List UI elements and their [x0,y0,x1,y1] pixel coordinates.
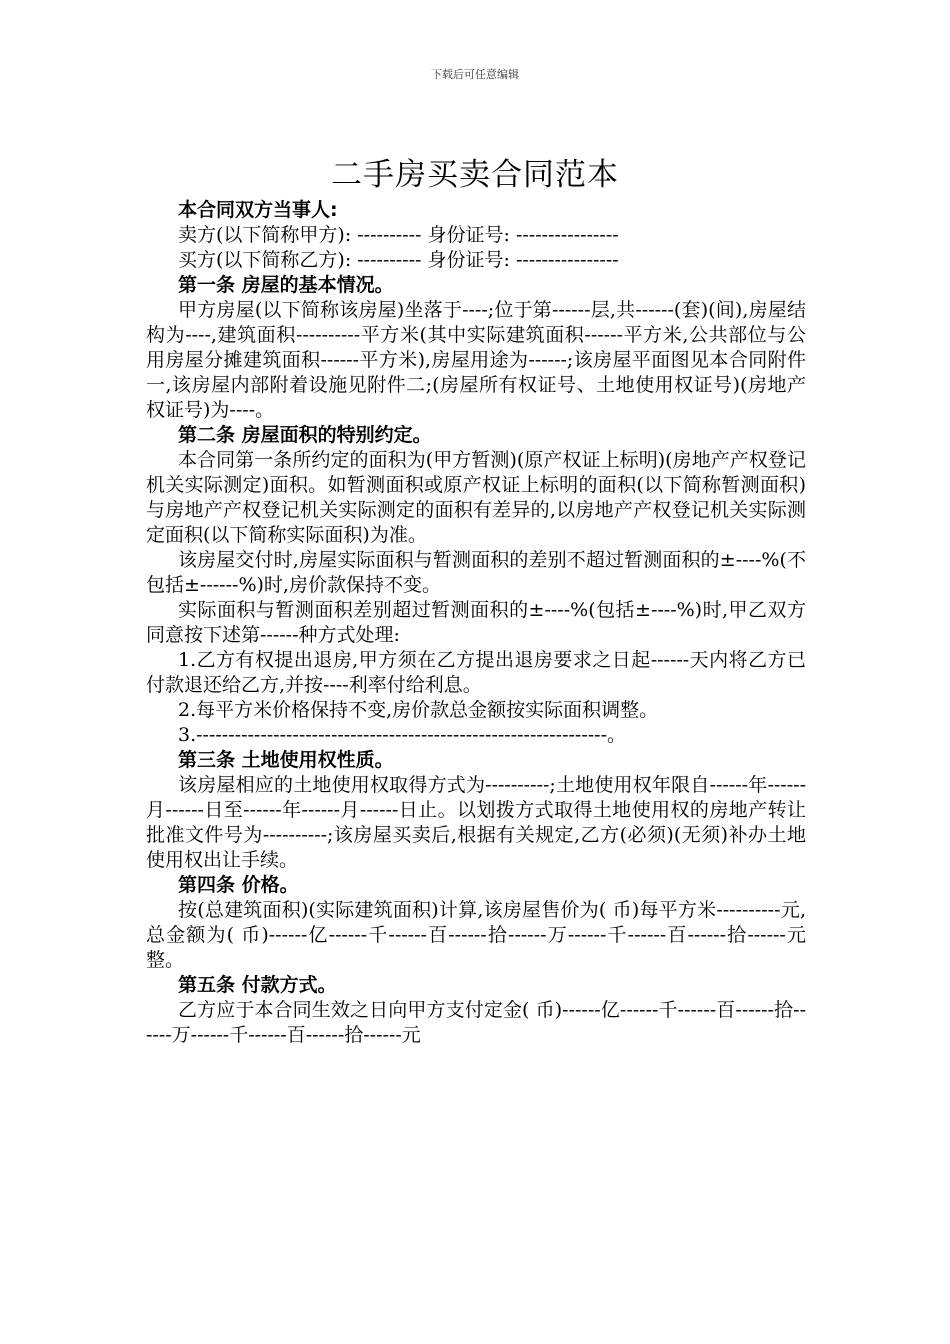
paragraph: 卖方(以下简称甲方): ---------- 身份证号: ---------------- [178,224,619,246]
section-heading: 第五条 付款方式。 [178,974,337,996]
header-note: 下载后可任意编辑 [431,68,519,81]
paragraph: 本合同第一条所约定的面积为(甲方暂测)(原产权证上标明)(房地产产权登记机关实际测定)面积。如暂测面积或原产权证上标明的面积(以下简称暂测面积)与房地产产权登记机关实际测定的面积有差异的,以房地产产权登记机关实际测定面积(以下简称实际面积)为准。 [146,449,806,546]
paragraph: 1.乙方有权提出退房,甲方须在乙方提出退房要求之日起------天内将乙方已付款退还给乙方,并按----利率付给利息。 [146,649,806,696]
paragraph: 甲方房屋(以下简称该房屋)坐落于----;位于第------层,共------(套)(间),房屋结构为----,建筑面积----------平方米(其中实际建筑面积------平方米,公共部位与公用房屋分摊建筑面积------平方米),房屋用途为------;该房屋平面图见本合同附件一,该房屋内部附着设施见附件二;(房屋所有权证号、土地使用权证号)(房地产权证号)为----。 [146,299,806,421]
paragraph: 该房屋相应的土地使用权取得方式为----------;土地使用权年限自------年------月------日至------年------月------日止。以划拨方式取得土地使用权的房地产转让批准文件号为----------;该房屋买卖后,根据有关规定,乙方(必须)(无须)补办土地使用权出让手续。 [146,774,806,871]
paragraph: 按(总建筑面积)(实际建筑面积)计算,该房屋售价为( 币)每平方米----------元,总金额为( 币)------亿------千------百------拾------万------千------百------拾------元整。 [146,899,806,971]
section-heading: 第一条 房屋的基本情况。 [178,274,394,296]
section-heading: 第四条 价格。 [178,874,299,896]
paragraph: 乙方应于本合同生效之日向甲方支付定金( 币)------亿------千------百------拾------万------千------百------拾------元 [146,999,806,1046]
paragraph: 3.----------------------------------------------------------------。 [178,724,627,746]
paragraph: 2.每平方米价格保持不变,房价款总金额按实际面积调整。 [178,699,659,721]
paragraph: 该房屋交付时,房屋实际面积与暂测面积的差别不超过暂测面积的±----%(不包括±------%)时,房价款保持不变。 [146,549,806,596]
document-body [146,198,806,1048]
section-heading: 第三条 土地使用权性质。 [178,749,394,771]
document-title: 二手房买卖合同范本 [331,156,619,193]
paragraph: 买方(以下简称乙方): ---------- 身份证号: ---------------- [178,249,619,271]
section-heading: 本合同双方当事人: [178,199,338,221]
section-heading: 第二条 房屋面积的特别约定。 [178,424,432,446]
paragraph: 实际面积与暂测面积差别超过暂测面积的±----%(包括±----%)时,甲乙双方同意按下述第------种方式处理: [146,599,806,646]
